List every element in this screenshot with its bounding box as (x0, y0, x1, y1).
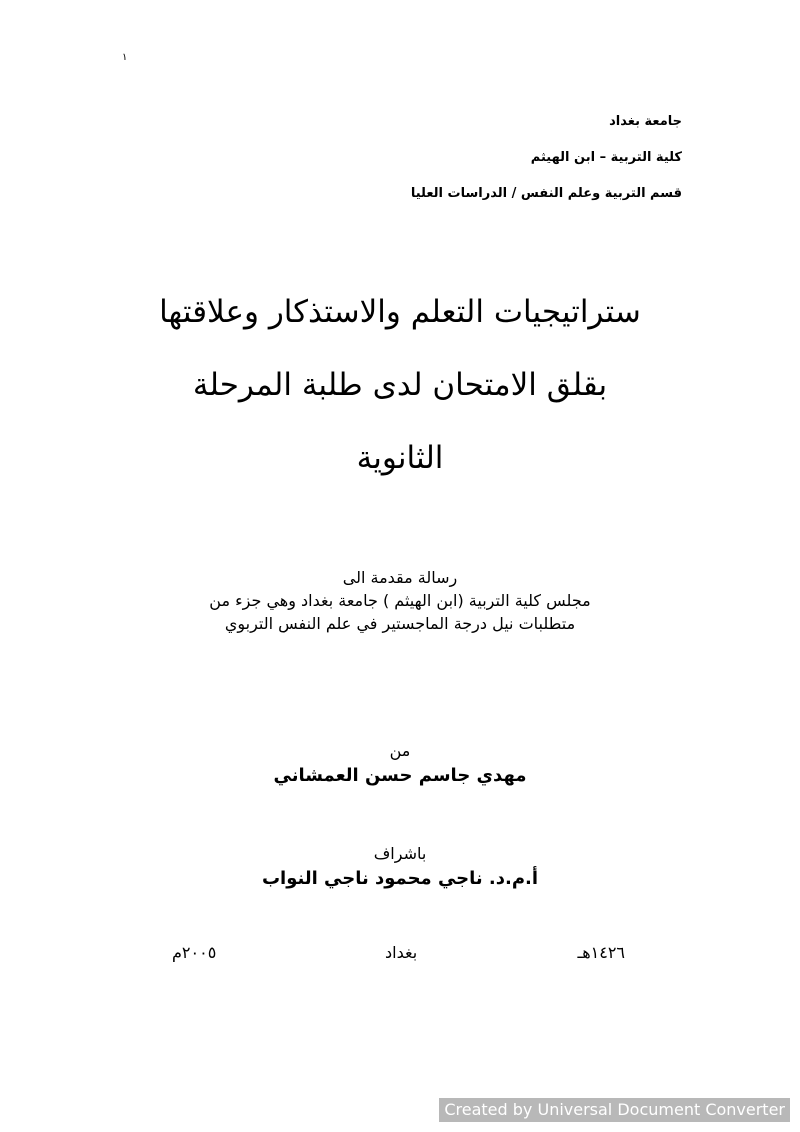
author-block (60, 740, 740, 790)
thesis-line-3: متطلبات نيل درجة الماجستير في علم النفس التربوي (224, 614, 576, 633)
institution-header (411, 104, 682, 212)
supervisor-name: أ.م.د. ناجي محمود ناجي النواب (261, 868, 539, 889)
converter-watermark: Created by Universal Document Converter (439, 1098, 790, 1122)
title-line-2: بقلق الامتحان لدى طلبة المرحلة (192, 367, 608, 403)
title-line-3: الثانوية (356, 440, 444, 476)
thesis-statement (60, 566, 740, 635)
thesis-line-2: مجلس كلية التربية (ابن الهيثم ) جامعة بغداد وهي جزء من (209, 591, 591, 610)
thesis-title (60, 276, 740, 495)
footer-dates (0, 943, 800, 969)
gregorian-year: ٢٠٠٥م (172, 943, 217, 962)
page-number: ١ (122, 52, 128, 63)
city: بغداد (385, 943, 418, 962)
college-name: كلية التربية – ابن الهيثم (530, 150, 682, 165)
author-name: مهدي جاسم حسن العمشاني (273, 765, 527, 786)
thesis-line-1: رسالة مقدمة الى (342, 568, 458, 587)
supervisor-label: باشراف (373, 844, 427, 863)
author-label: من (389, 741, 411, 760)
department-name: قسم التربية وعلم النفس / الدراسات العليا (410, 186, 682, 201)
hijri-year: ١٤٢٦هـ (577, 943, 625, 962)
university-name: جامعة بغداد (609, 114, 682, 129)
supervisor-block (60, 843, 740, 893)
title-line-1: ستراتيجيات التعلم والاستذكار وعلاقتها (159, 294, 641, 330)
